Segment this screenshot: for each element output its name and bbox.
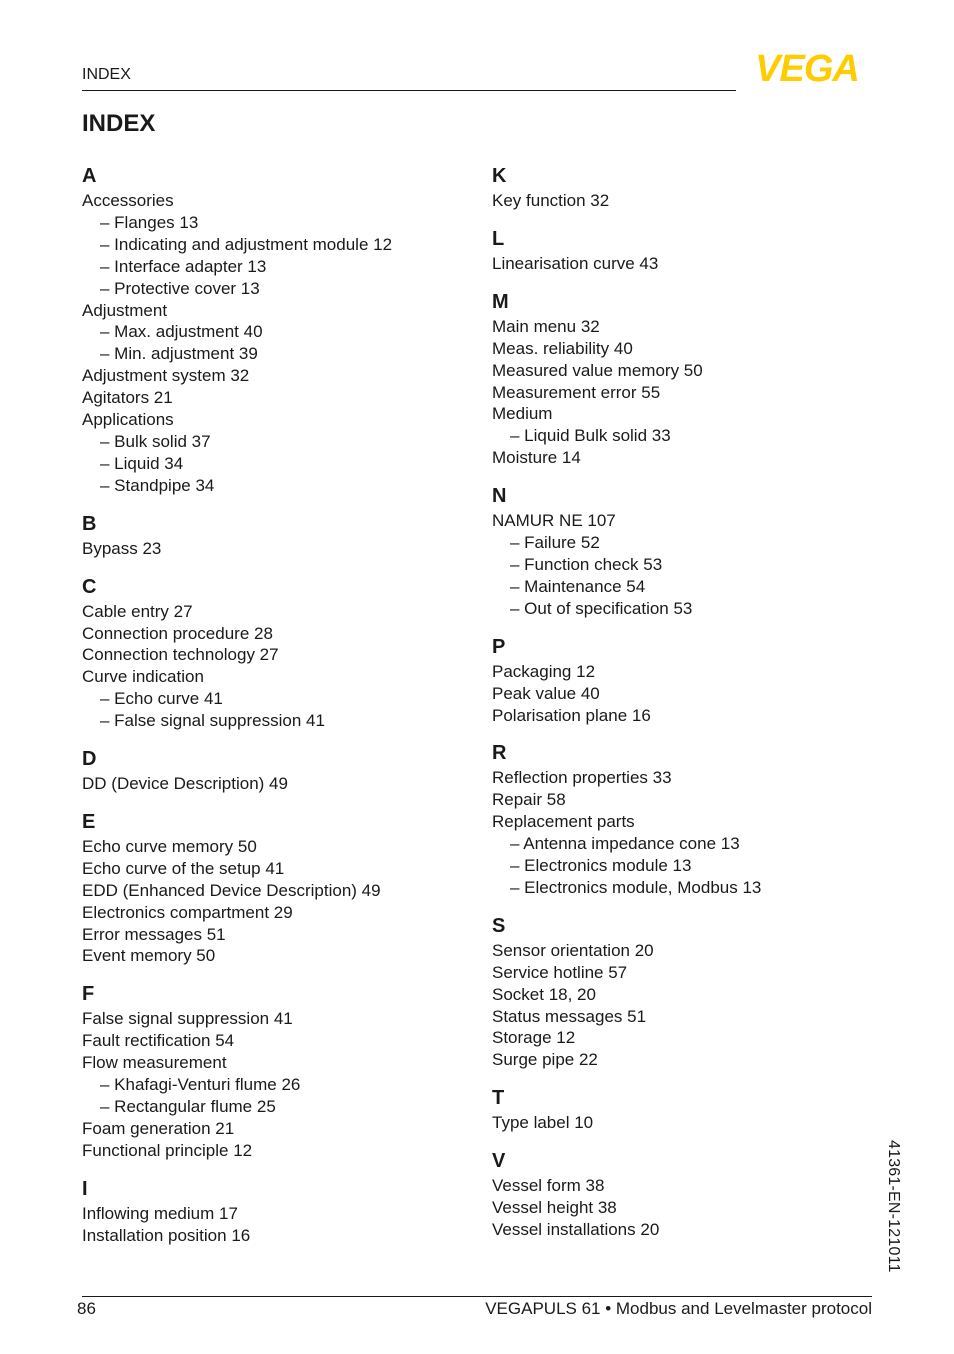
index-subentry: – Min. adjustment 39 xyxy=(100,344,258,364)
index-subentry: – Failure 52 xyxy=(510,533,600,553)
index-entry: Functional principle 12 xyxy=(82,1140,253,1160)
index-entry: Electronics compartment 29 xyxy=(82,902,293,922)
index-entry: Medium xyxy=(492,404,553,424)
index-entry: Adjustment xyxy=(82,300,168,320)
index-subentry: – Out of specification 53 xyxy=(510,598,693,618)
index-entry: Polarisation plane 16 xyxy=(492,705,651,725)
index-subentry: – Echo curve 41 xyxy=(100,689,223,709)
index-subentry: – Max. adjustment 40 xyxy=(100,322,263,342)
index-entry: Sensor orientation 20 xyxy=(492,940,654,960)
index-entry: Socket 18, 20 xyxy=(492,984,596,1004)
index-section-i xyxy=(82,1175,472,1247)
section-letter: T xyxy=(492,1087,505,1110)
index-subentry: – Standpipe 34 xyxy=(100,475,215,495)
index-subentry: – Flanges 13 xyxy=(100,212,199,232)
vega-logo-text: VEGA xyxy=(755,50,859,84)
index-section-p xyxy=(492,633,872,727)
page-title: INDEX xyxy=(82,110,156,137)
index-entry: Accessories xyxy=(82,191,174,210)
section-letter: D xyxy=(82,748,97,771)
index-entry: Echo curve memory 50 xyxy=(82,836,257,856)
index-subentry: – False signal suppression 41 xyxy=(100,711,325,731)
index-entry: NAMUR NE 107 xyxy=(492,511,616,531)
section-letter: R xyxy=(492,742,507,765)
index-section-t xyxy=(492,1084,872,1134)
index-subentry: – Maintenance 54 xyxy=(510,576,646,596)
index-section-b xyxy=(82,510,472,560)
index-entry: Type label 10 xyxy=(492,1113,594,1133)
index-entry: Adjustment system 32 xyxy=(82,366,250,386)
index-section-c xyxy=(82,573,472,732)
section-letter: B xyxy=(82,512,97,535)
index-entry: EDD (Enhanced Device Description) 49 xyxy=(82,880,381,900)
section-letter: E xyxy=(82,810,96,833)
index-entry: Bypass 23 xyxy=(82,538,162,558)
section-letter: S xyxy=(492,914,506,937)
index-subentry: – Liquid 34 xyxy=(100,453,184,473)
index-entry: Connection procedure 28 xyxy=(82,623,273,643)
index-entry: Key function 32 xyxy=(492,191,610,210)
index-section-m xyxy=(492,288,872,469)
index-entry: Inflowing medium 17 xyxy=(82,1203,238,1223)
index-entry: Vessel height 38 xyxy=(492,1198,617,1218)
index-entry: Main menu 32 xyxy=(492,316,600,336)
index-entry: False signal suppression 41 xyxy=(82,1009,293,1029)
index-entry: Event memory 50 xyxy=(82,946,216,966)
document-code: 41361-EN-121011 xyxy=(885,1140,902,1273)
index-section-e xyxy=(82,808,472,967)
index-subentry: – Electronics module, Modbus 13 xyxy=(510,877,762,897)
index-section-a xyxy=(82,162,472,497)
section-letter: K xyxy=(492,165,507,187)
index-subentry: – Bulk solid 37 xyxy=(100,431,211,451)
index-subentry: – Rectangular flume 25 xyxy=(100,1097,276,1116)
index-entry: Packaging 12 xyxy=(492,661,596,681)
section-letter: N xyxy=(492,485,507,508)
index-section-f xyxy=(82,980,472,1161)
index-entry: Moisture 14 xyxy=(492,448,581,468)
section-letter: C xyxy=(82,575,97,598)
running-head: INDEX xyxy=(82,66,131,83)
section-letter: V xyxy=(492,1150,506,1173)
index-entry: Repair 58 xyxy=(492,790,566,810)
section-letter: L xyxy=(492,227,505,250)
index-section-n xyxy=(492,482,872,620)
index-entry: Connection technology 27 xyxy=(82,645,279,665)
index-entry: Vessel form 38 xyxy=(492,1176,605,1196)
page-number: 86 xyxy=(77,1299,96,1318)
index-entry: Applications xyxy=(82,410,174,430)
index-entry: Error messages 51 xyxy=(82,924,226,944)
index-entry: Fault rectification 54 xyxy=(82,1031,235,1051)
index-entry: Service hotline 57 xyxy=(492,962,628,982)
index-entry: Replacement parts xyxy=(492,812,635,832)
index-column-left xyxy=(82,162,472,1260)
index-entry: Measurement error 55 xyxy=(492,382,661,402)
index-section-d xyxy=(82,745,472,795)
index-entry: Cable entry 27 xyxy=(82,601,193,621)
index-entry: Installation position 16 xyxy=(82,1225,251,1245)
section-letter: A xyxy=(82,165,97,187)
index-section-r xyxy=(492,739,872,898)
index-subentry: – Interface adapter 13 xyxy=(100,256,267,276)
index-section-v xyxy=(492,1147,872,1241)
index-subentry: – Function check 53 xyxy=(510,554,663,574)
index-column-right xyxy=(492,162,872,1254)
index-subentry: – Indicating and adjustment module 12 xyxy=(100,234,393,254)
footer-rule xyxy=(82,1296,872,1297)
index-entry: Status messages 51 xyxy=(492,1006,647,1026)
footer-title: VEGAPULS 61 • Modbus and Levelmaster protocol xyxy=(485,1299,872,1318)
index-entry: Curve indication xyxy=(82,667,204,687)
index-entry: DD (Device Description) 49 xyxy=(82,774,288,794)
index-entry: Storage 12 xyxy=(492,1028,576,1048)
index-entry: Measured value memory 50 xyxy=(492,360,703,380)
section-letter: M xyxy=(492,290,509,313)
index-entry: Surge pipe 22 xyxy=(492,1050,598,1070)
index-entry: Foam generation 21 xyxy=(82,1118,235,1138)
header-rule xyxy=(82,90,736,91)
section-letter: I xyxy=(82,1177,88,1200)
index-entry: Meas. reliability 40 xyxy=(492,338,633,358)
index-subentry: – Liquid Bulk solid 33 xyxy=(510,426,671,446)
section-letter: P xyxy=(492,635,506,658)
vega-logo xyxy=(742,50,872,84)
index-subentry: – Protective cover 13 xyxy=(100,278,260,298)
index-subentry: – Electronics module 13 xyxy=(510,856,692,876)
section-letter: F xyxy=(82,983,95,1006)
index-subentry: – Antenna impedance cone 13 xyxy=(510,834,740,854)
index-entry: Agitators 21 xyxy=(82,388,173,408)
index-entry: Linearisation curve 43 xyxy=(492,253,659,273)
index-subentry: – Khafagi-Venturi flume 26 xyxy=(100,1075,301,1095)
index-entry: Reflection properties 33 xyxy=(492,768,672,788)
index-entry: Flow measurement xyxy=(82,1053,227,1073)
index-entry: Echo curve of the setup 41 xyxy=(82,858,285,878)
index-section-s xyxy=(492,912,872,1071)
index-section-k xyxy=(492,162,872,212)
index-section-l xyxy=(492,225,872,275)
index-entry: Vessel installations 20 xyxy=(492,1220,660,1239)
index-entry: Peak value 40 xyxy=(492,683,600,703)
